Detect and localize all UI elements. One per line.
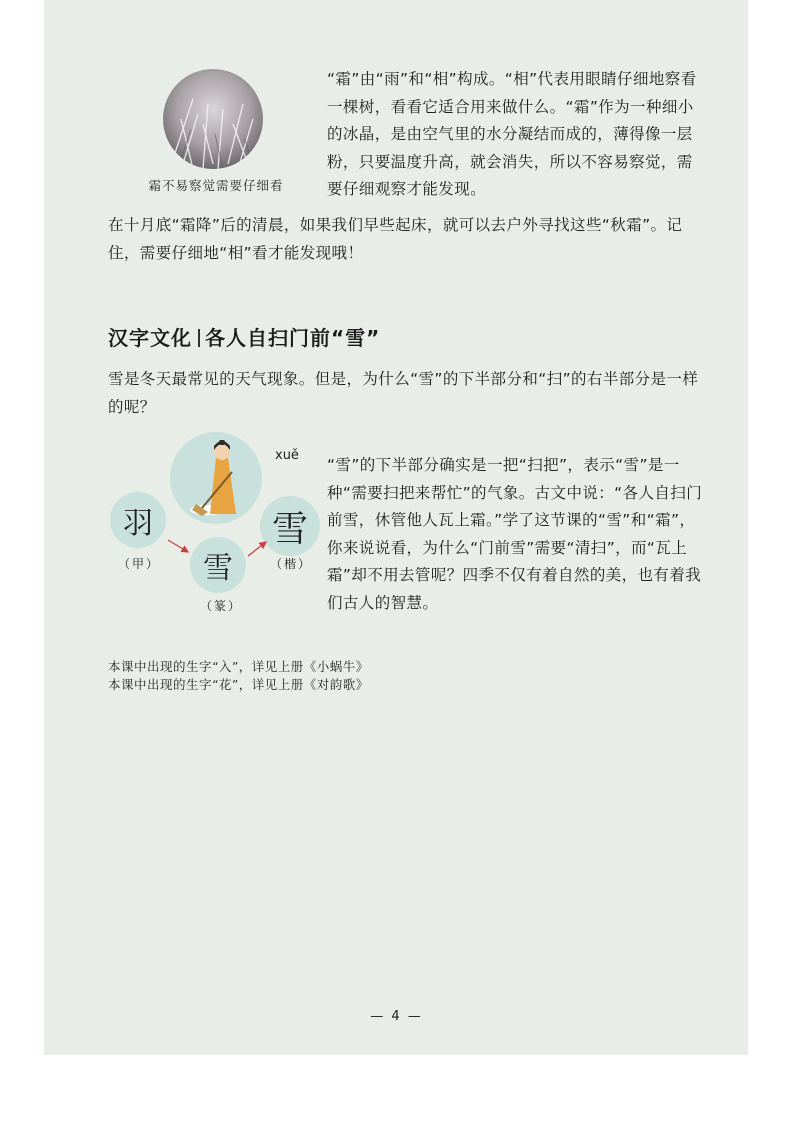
- seal-script-glyph: 雪: [190, 537, 246, 593]
- note-line: 本课中出现的生字“入”，详见上册《小蜗牛》: [108, 659, 369, 674]
- paragraph-frost-meaning: “霜”由“雨”和“相”构成。“相”代表用眼睛仔细地察看一棵树，看看它适合用来做什么。“霜”作为一种细小的冰晶，是由空气里的水分凝结而成的，薄得像一层粉，只要温度升高，就会消失，所以不容易察觉，需要仔细观察才能发现。: [327, 70, 697, 198]
- pinyin-label: xuě: [275, 448, 299, 463]
- snow-character-diagram: [110, 432, 320, 622]
- photo-caption: 霜不易察觉需要仔细看: [148, 178, 284, 193]
- section-heading: [108, 322, 380, 351]
- evolution-arrows: [110, 432, 320, 622]
- page-number: — 4 —: [370, 1009, 423, 1024]
- note-line: 本课中出现的生字“花”，详见上册《对韵歌》: [108, 677, 369, 692]
- paragraph-snow-explanation: “雪”的下半部分确实是一把“扫把”，表示“雪”是一种“需要扫把来帮忙”的气象。古文中说：“各人自扫门前雪，休管他人瓦上霜。”学了这节课的“雪”和“霜”，你来说说看，为什么“门前雪”需要“清扫”，而“瓦上霜”却不用去管呢？四季不仅有着自然的美，也有着我们古人的智慧。: [327, 456, 703, 612]
- heading-divider: [198, 329, 200, 347]
- section-heading-left: 汉字文化: [108, 326, 192, 350]
- new-characters-notes: [108, 658, 369, 694]
- section-heading-right: 各人自扫门前“雪”: [205, 326, 381, 350]
- oracle-label: （甲）: [118, 557, 161, 571]
- oracle-bone-glyph: 羽: [110, 492, 166, 548]
- paragraph-frost-search: 在十月底“霜降”后的清晨，如果我们早些起床，就可以去户外寻找这些“秋霜”。记住，需要仔细地“相”看才能发现哦！: [108, 216, 683, 262]
- frost-grass-photo: [163, 69, 263, 169]
- paragraph-snow-question: 雪是冬天最常见的天气现象。但是，为什么“雪”的下半部分和“扫”的右半部分是一样的呢？: [108, 370, 699, 416]
- seal-label: （篆）: [200, 599, 243, 613]
- regular-label: （楷）: [270, 557, 313, 571]
- regular-script-glyph: 雪: [260, 496, 320, 556]
